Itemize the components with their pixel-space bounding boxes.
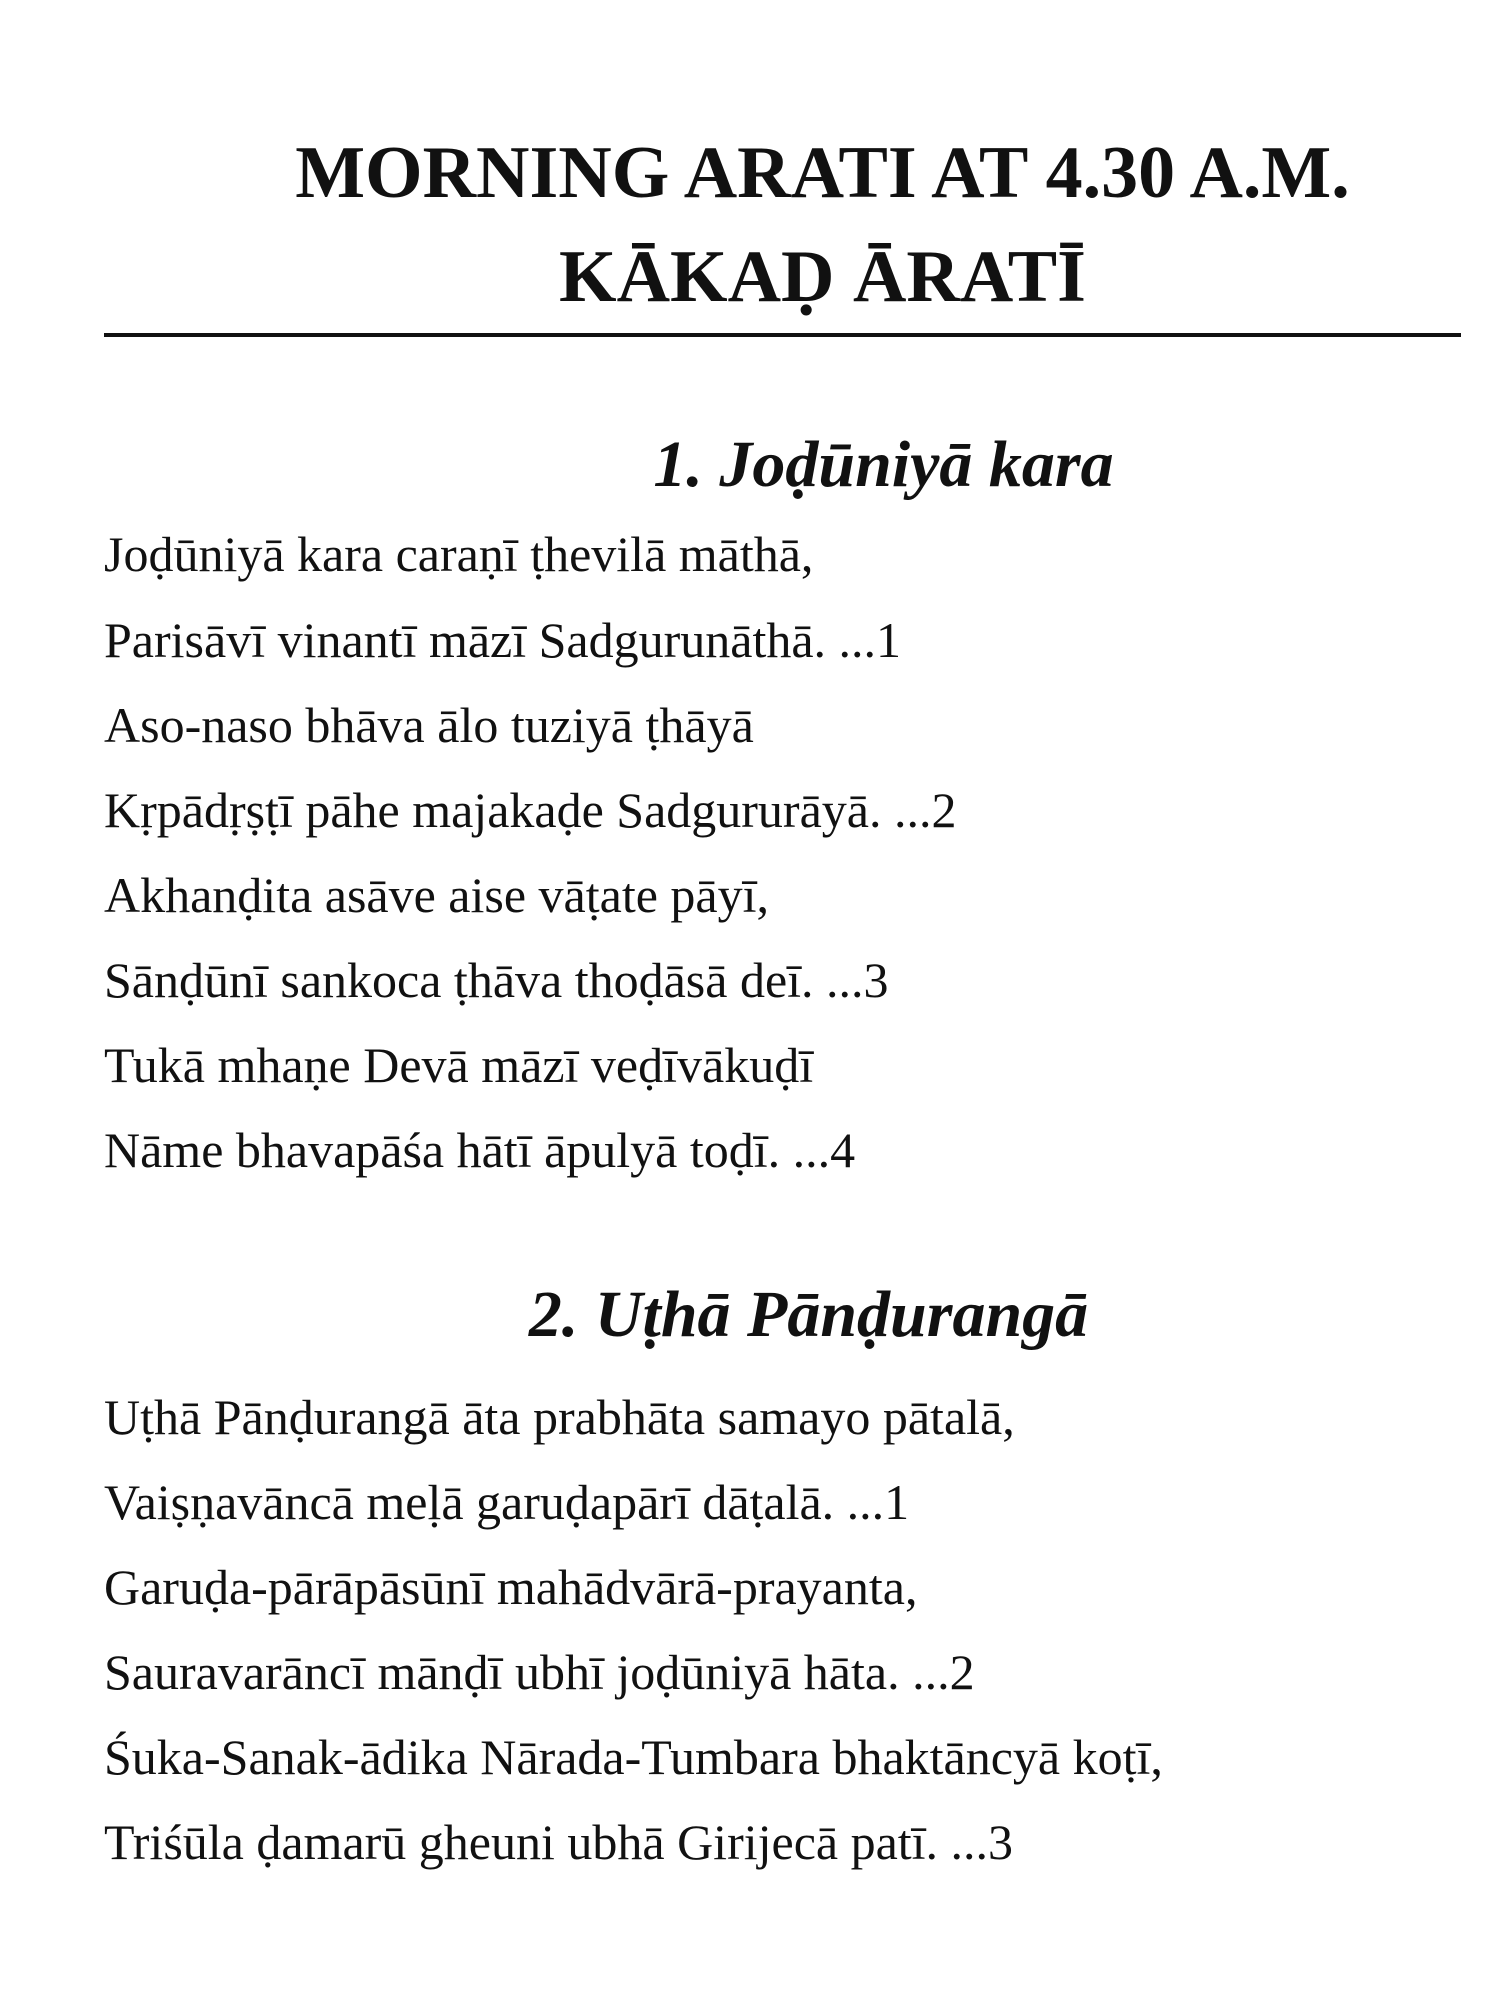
page-title-line-2: KĀKAḌ ĀRATĪ — [559, 236, 1086, 318]
verse-line: Śuka-Sanak-ādika Nārada-Tumbara bhaktāncyā koṭī, — [104, 1729, 1163, 1785]
verse-line: Sauravarāncī mānḍī ubhī joḍūniyā hāta. ...2 — [104, 1644, 975, 1700]
verse-line: Tukā mhaṇe Devā māzī veḍīvākuḍī — [104, 1037, 814, 1093]
verse-line: Parisāvī vinantī māzī Sadgurunāthā. ...1 — [104, 612, 902, 668]
verse-line: Triśūla ḍamarū gheuni ubhā Girijecā patī. ...3 — [104, 1814, 1014, 1870]
verse-line: Vaiṣṇavāncā meḷā garuḍapārī dāṭalā. ...1 — [104, 1474, 910, 1530]
verse-line: Kṛpādṛṣṭī pāhe majakaḍe Sadgururāyā. ...2 — [104, 782, 957, 838]
page-title-line-1: MORNING ARATI AT 4.30 A.M. — [295, 132, 1350, 214]
verse-line: Garuḍa-pārāpāsūnī mahādvārā-prayanta, — [104, 1559, 918, 1615]
verse-line: Sānḍūnī sankoca ṭhāva thoḍāsā deī. ...3 — [104, 952, 889, 1008]
section-heading-2: 2. Uṭhā Pānḍurangā — [528, 1278, 1089, 1351]
verse-line: Uṭhā Pānḍurangā āta prabhāta samayo pātalā, — [104, 1389, 1015, 1445]
verse-line: Aso-naso bhāva ālo tuziyā ṭhāyā — [104, 697, 754, 753]
section-heading-1: 1. Joḍūniyā kara — [653, 428, 1114, 501]
verse-line: Nāme bhavapāśa hātī āpulyā toḍī. ...4 — [104, 1122, 856, 1178]
title-divider — [104, 333, 1461, 337]
verse-line: Akhanḍita asāve aise vāṭate pāyī, — [104, 867, 769, 923]
verse-line: Joḍūniyā kara caraṇī ṭhevilā māthā, — [104, 526, 814, 582]
